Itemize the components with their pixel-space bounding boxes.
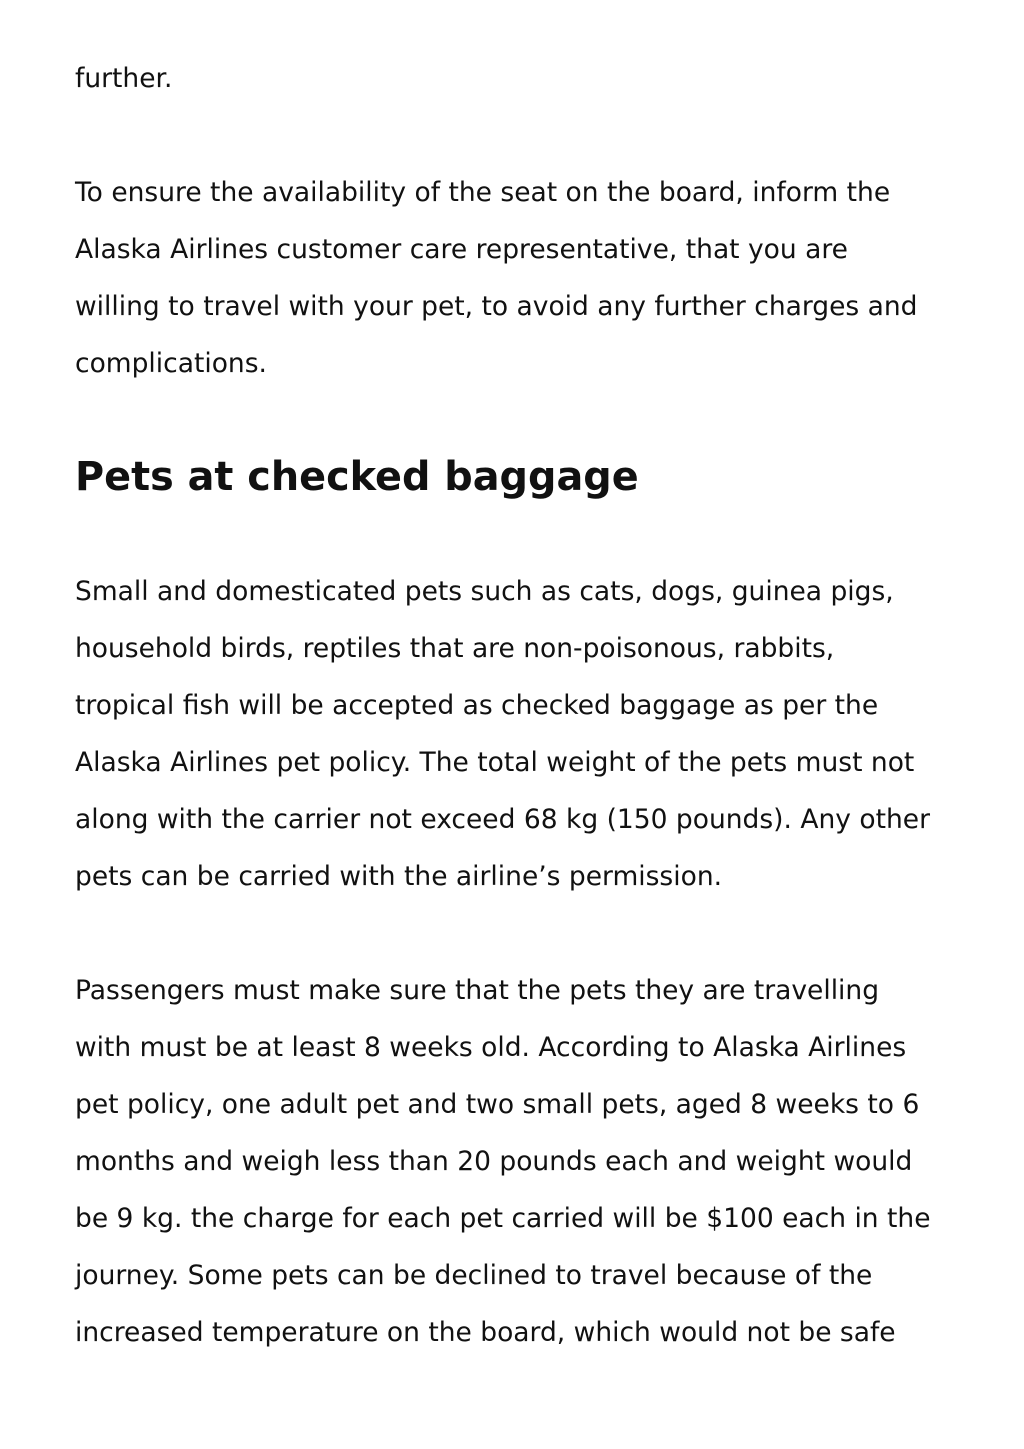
- text-line: pet policy, one adult pet and two small pets, aged 8 weeks to 6: [75, 1089, 920, 1120]
- text-line: tropical fish will be accepted as checked baggage as per the: [75, 690, 879, 721]
- text-line: with must be at least 8 weeks old. According to Alaska Airlines: [75, 1032, 907, 1063]
- paragraph-continuation: [75, 50, 985, 107]
- text-line: Alaska Airlines pet policy. The total weight of the pets must not: [75, 747, 915, 778]
- text-line: complications.: [75, 348, 267, 379]
- text-line: pets can be carried with the airline’s permission.: [75, 861, 723, 892]
- document-page: [75, 50, 985, 1418]
- text-line: journey. Some pets can be declined to travel because of the: [75, 1260, 873, 1291]
- text-line: To ensure the availability of the seat on the board, inform the: [75, 177, 891, 208]
- text-line: Passengers must make sure that the pets they are travelling: [75, 975, 880, 1006]
- paragraph-accepted-pets: [75, 563, 985, 905]
- text-line: willing to travel with your pet, to avoid any further charges and: [75, 291, 918, 322]
- text-line: be 9 kg. the charge for each pet carried will be $100 each in the: [75, 1203, 931, 1234]
- section-heading: Pets at checked baggage: [75, 454, 639, 500]
- paragraph-pet-age-and-charges: [75, 962, 985, 1361]
- text-line: Alaska Airlines customer care representative, that you are: [75, 234, 848, 265]
- paragraph-seat-availability: [75, 164, 985, 392]
- text-line: increased temperature on the board, which would not be safe: [75, 1317, 896, 1348]
- text-line: along with the carrier not exceed 68 kg (150 pounds). Any other: [75, 804, 930, 835]
- text-line: Small and domesticated pets such as cats, dogs, guinea pigs,: [75, 576, 894, 607]
- text-line: months and weigh less than 20 pounds each and weight would: [75, 1146, 913, 1177]
- text-line: household birds, reptiles that are non-poisonous, rabbits,: [75, 633, 835, 664]
- text-line: further.: [75, 63, 173, 94]
